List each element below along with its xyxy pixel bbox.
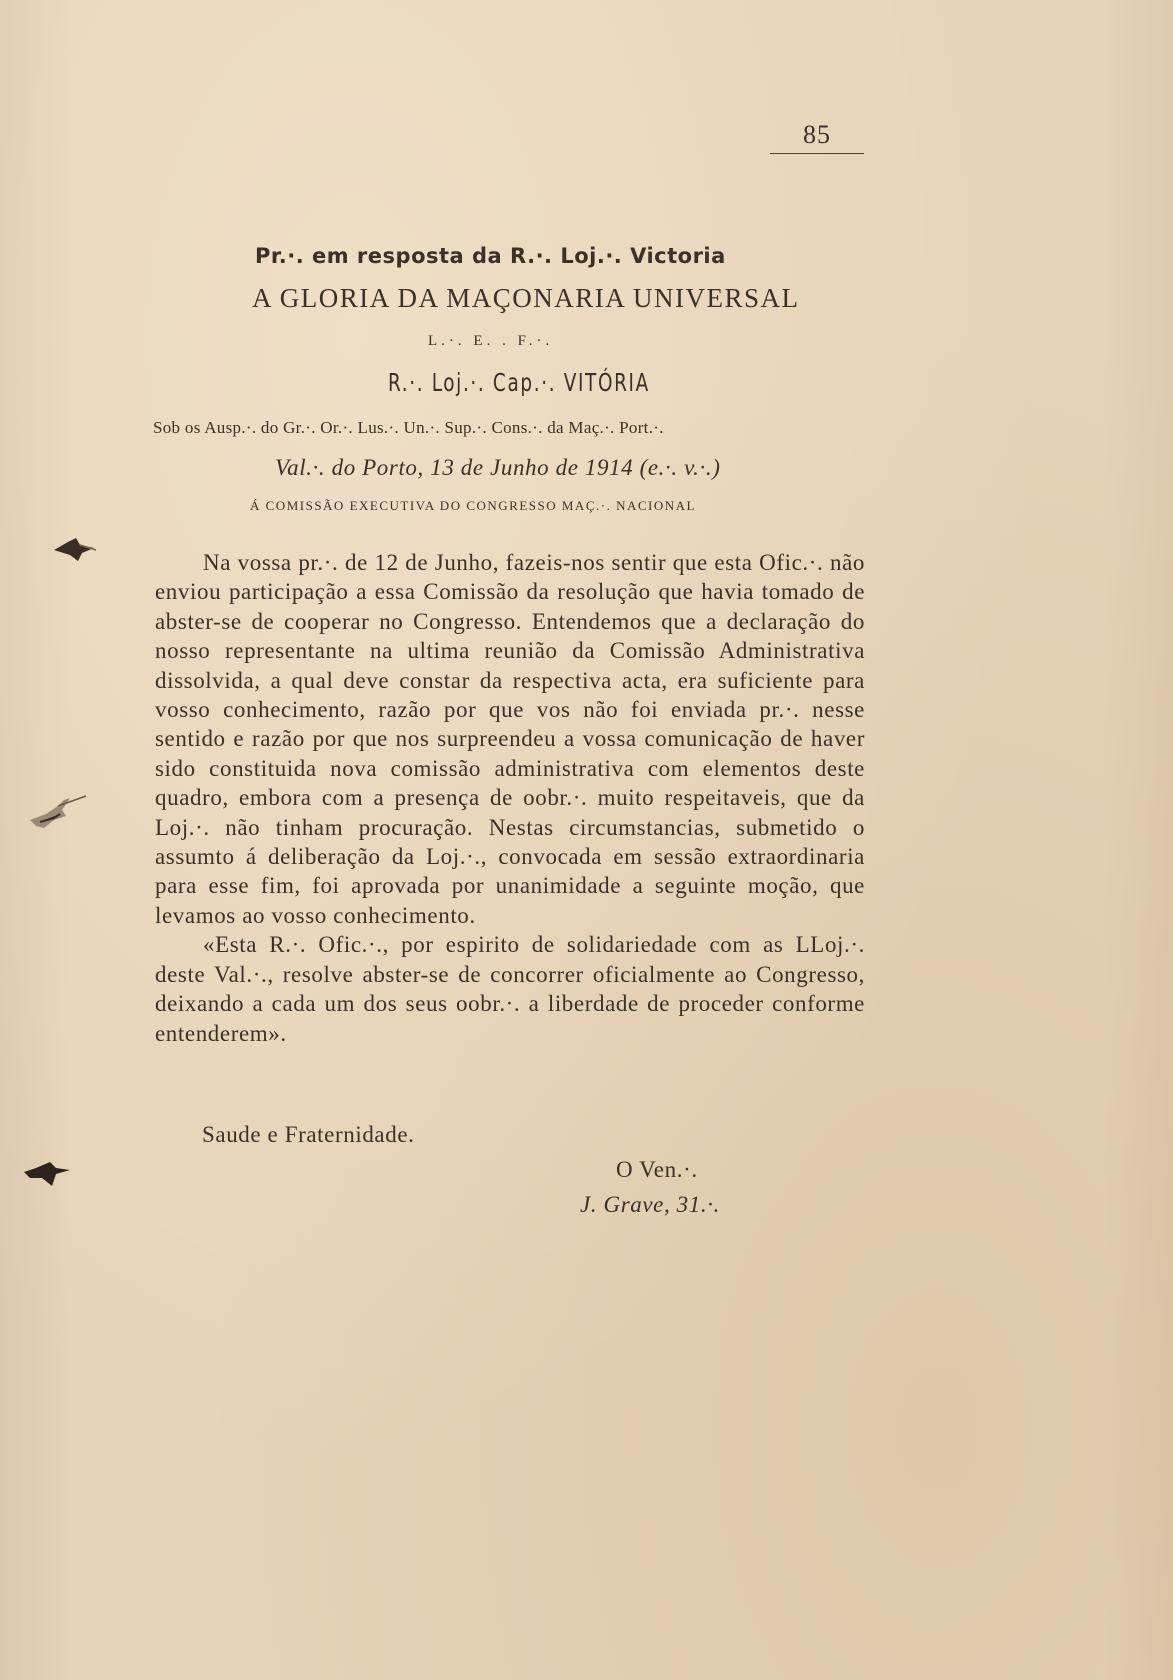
body-paragraph-2: «Esta R.·. Ofic.·., por espirito de solidariedade com as LLoj.·. deste Val.·., resolve abster-se de concorrer oficialmente ao Congresso, deixando a cada um dos seus oobr.·. a liberdade de proceder conforme entenderem». [155,932,865,1046]
binding-hole-mark [20,1158,76,1190]
binding-hole-mark [24,792,90,838]
header-lodge-name: R.·. Loj.·. Cap.·. VITÓRIA [388,368,650,397]
addressee: Á COMISSÃO EXECUTIVA DO CONGRESSO MAÇ.·. NACIONAL [250,498,696,513]
closing-salutation: Saude e Fraternidade. [202,1122,415,1147]
signature-name: J. Grave, 31.·. [580,1192,720,1217]
dateline: Val.·. do Porto, 13 de Junho de 1914 (e.·. v.·.) [275,455,721,480]
signature-title: O Ven.·. [616,1157,698,1182]
header-lef: L.·. E. . F.·. [428,333,554,349]
header-motto: A GLORIA DA MAÇONARIA UNIVERSAL [252,283,800,313]
page-number: 85 [770,120,864,154]
header-reply-line: Pr.·. em resposta da R.·. Loj.·. Victoria [255,244,726,268]
body-paragraph-1: Na vossa pr.·. de 12 de Junho, fazeis-nos sentir que esta Ofic.·. não enviou participação a essa Comissão da resolução que havia tomado de abster-se de cooperar no Congresso. Entendemos que a declaração do nosso representante na ultima reunião da Comissão Administrativa dissolvida, a qual deve constar da respectiva acta, era suficiente para vosso conhecimento, razão por que vos não foi enviada pr.·. nesse sentido e razão por que nos surpreendeu a vossa comunicação de haver sido constituida nova comissão administrativa com elementos deste quadro, embora com a presença de oobr.·. muito respeitaveis, que da Loj.·. não tinham procuração. Nestas circumstancias, submetido o assumto á deliberação da Loj.·., convocada em sessão extraordinaria para esse fim, foi aprovada por unanimidade a seguinte moção, que levamos ao vosso conhecimento. [155,550,865,928]
letter-body [155,548,865,1048]
binding-hole-mark [50,536,100,564]
header-auspices: Sob os Ausp.·. do Gr.·. Or.·. Lus.·. Un.·. Sup.·. Cons.·. da Maç.·. Port.·. [153,418,664,437]
